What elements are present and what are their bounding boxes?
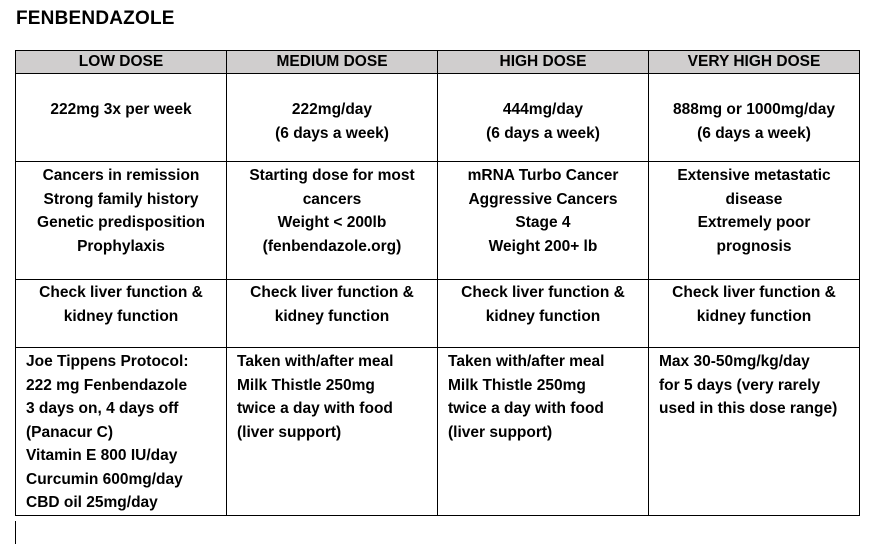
page-edge-divider <box>15 521 16 544</box>
cell-line: Starting dose for most <box>249 167 415 184</box>
cell-line: (fenbendazole.org) <box>262 237 402 255</box>
header-very-high-dose: VERY HIGH DOSE <box>649 51 860 74</box>
indication-cell-medium <box>227 162 438 280</box>
header-row <box>16 51 860 74</box>
dose-cell-low <box>16 74 227 162</box>
cell-line: disease <box>725 190 783 208</box>
cell-line: (6 days a week) <box>697 124 811 142</box>
cell-line: twice a day with food <box>237 400 393 417</box>
dose-row <box>16 74 860 162</box>
page-title: FENBENDAZOLE <box>16 8 175 29</box>
cell-line: 222mg/day <box>291 101 373 118</box>
cell-line: CBD oil 25mg/day <box>26 494 158 511</box>
cell-line: kidney function <box>274 307 390 325</box>
monitoring-cell-medium <box>227 280 438 348</box>
cell-line: 222 mg Fenbendazole <box>26 376 188 394</box>
cell-line: Vitamin E 800 IU/day <box>26 447 178 464</box>
cell-line: Genetic predisposition <box>37 214 205 231</box>
cell-line: Milk Thistle 250mg <box>237 376 375 394</box>
cell-line: Aggressive Cancers <box>468 190 618 208</box>
cell-line: (6 days a week) <box>275 124 389 142</box>
cell-line: Extensive metastatic <box>677 167 831 184</box>
protocol-cell-medium <box>227 348 438 516</box>
cell-line: mRNA Turbo Cancer <box>467 167 619 184</box>
dose-cell-very-high <box>649 74 860 162</box>
monitoring-cell-low <box>16 280 227 348</box>
cell-line: Check liver function & <box>250 284 414 301</box>
dose-cell-high <box>438 74 649 162</box>
cell-line: used in this dose range) <box>659 400 838 417</box>
cell-line: (Panacur C) <box>26 423 113 441</box>
cell-line: Curcumin 600mg/day <box>26 470 183 488</box>
dosage-table <box>15 50 860 516</box>
cell-line: 888mg or 1000mg/day <box>673 101 835 118</box>
cell-line: Strong family history <box>43 190 199 208</box>
cell-line: Check liver function & <box>672 284 836 301</box>
header-medium-dose: MEDIUM DOSE <box>227 51 438 74</box>
protocol-cell-very-high <box>649 348 860 516</box>
cell-line: Stage 4 <box>515 214 571 231</box>
cell-line: Weight < 200lb <box>277 214 387 231</box>
dose-cell-medium <box>227 74 438 162</box>
cell-line: 222mg 3x per week <box>50 101 192 118</box>
cell-line: kidney function <box>696 307 812 325</box>
protocol-cell-high <box>438 348 649 516</box>
cell-line: kidney function <box>63 307 179 325</box>
cell-line: 444mg/day <box>502 101 584 118</box>
header-low-dose: LOW DOSE <box>16 51 227 74</box>
cell-line: Extremely poor <box>697 214 811 231</box>
monitoring-cell-high <box>438 280 649 348</box>
cell-line: (liver support) <box>448 423 553 441</box>
indication-cell-high <box>438 162 649 280</box>
cell-line: cancers <box>302 190 362 208</box>
cell-line: Cancers in remission <box>42 167 200 184</box>
cell-line: Taken with/after meal <box>448 353 605 370</box>
cell-line: (6 days a week) <box>486 124 600 142</box>
indication-cell-low <box>16 162 227 280</box>
cell-line: Check liver function & <box>39 284 203 301</box>
cell-line: Prophylaxis <box>77 237 165 255</box>
cell-line: Weight 200+ lb <box>488 237 598 255</box>
protocol-row <box>16 348 860 516</box>
cell-line: Max 30-50mg/kg/day <box>659 353 810 370</box>
monitoring-row <box>16 280 860 348</box>
cell-line: (liver support) <box>237 423 342 441</box>
header-high-dose: HIGH DOSE <box>438 51 649 74</box>
cell-line: for 5 days (very rarely <box>659 376 821 394</box>
cell-line: prognosis <box>716 237 792 255</box>
protocol-cell-low <box>16 348 227 516</box>
indication-row <box>16 162 860 280</box>
cell-line: kidney function <box>485 307 601 325</box>
indication-cell-very-high <box>649 162 860 280</box>
cell-line: twice a day with food <box>448 400 604 417</box>
cell-line: Joe Tippens Protocol: <box>26 353 189 370</box>
cell-line: 3 days on, 4 days off <box>26 400 179 417</box>
monitoring-cell-very-high <box>649 280 860 348</box>
cell-line: Taken with/after meal <box>237 353 394 370</box>
cell-line: Check liver function & <box>461 284 625 301</box>
cell-line: Milk Thistle 250mg <box>448 376 586 394</box>
